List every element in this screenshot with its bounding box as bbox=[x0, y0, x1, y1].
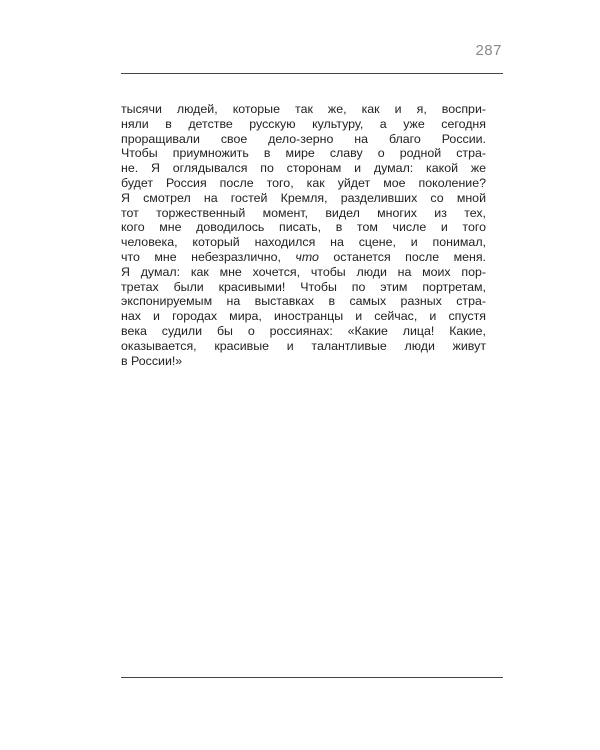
header-rule bbox=[121, 73, 503, 74]
text-line: оказывается, красивые и талантливые люди живут bbox=[121, 338, 486, 353]
text-line: Я думал: как мне хочется, чтобы люди на моих пор- bbox=[121, 264, 486, 279]
text-line: человека, который находился на сцене, и понимал, bbox=[121, 235, 486, 250]
text-line: не. Я оглядывался по сторонам и думал: какой же bbox=[121, 161, 486, 176]
page-number: 287 bbox=[475, 42, 502, 59]
text-line: в России!» bbox=[121, 353, 183, 368]
text-line: века судили бы о россиянах: «Какие лица! Какие, bbox=[121, 323, 486, 338]
text-line: кого мне доводилось писать, в том числе и того bbox=[121, 220, 486, 235]
text-line: будет Россия после того, как уйдет мое поколение? bbox=[121, 175, 486, 190]
text-line: Я смотрел на гостей Кремля, разделивших со мной bbox=[121, 190, 486, 205]
text-line: нах и городах мира, иностранцы и сейчас, и спустя bbox=[121, 309, 486, 324]
text-line: тот торжественный момент, видел многих из тех, bbox=[121, 205, 486, 220]
footer-rule bbox=[121, 677, 503, 678]
line-segment: останется после меня. bbox=[318, 249, 486, 264]
text-line: экспонируемым на выставках в самых разных стра- bbox=[121, 294, 486, 309]
body-paragraph bbox=[121, 102, 486, 368]
text-line-with-emphasis bbox=[121, 250, 486, 265]
line-segment: что мне небезразлично, bbox=[121, 249, 296, 264]
text-line: третах были красивыми! Чтобы по этим портретам, bbox=[121, 279, 486, 294]
emphasized-word: что bbox=[295, 249, 319, 264]
text-line: няли в детстве русскую культуру, а уже сегодня bbox=[121, 116, 486, 131]
text-line: Чтобы приумножить в мире славу о родной стра- bbox=[121, 146, 486, 161]
text-line: проращивали свое дело-зерно на благо России. bbox=[121, 131, 486, 146]
text-line: тысячи людей, которые так же, как и я, воспри- bbox=[121, 102, 486, 116]
